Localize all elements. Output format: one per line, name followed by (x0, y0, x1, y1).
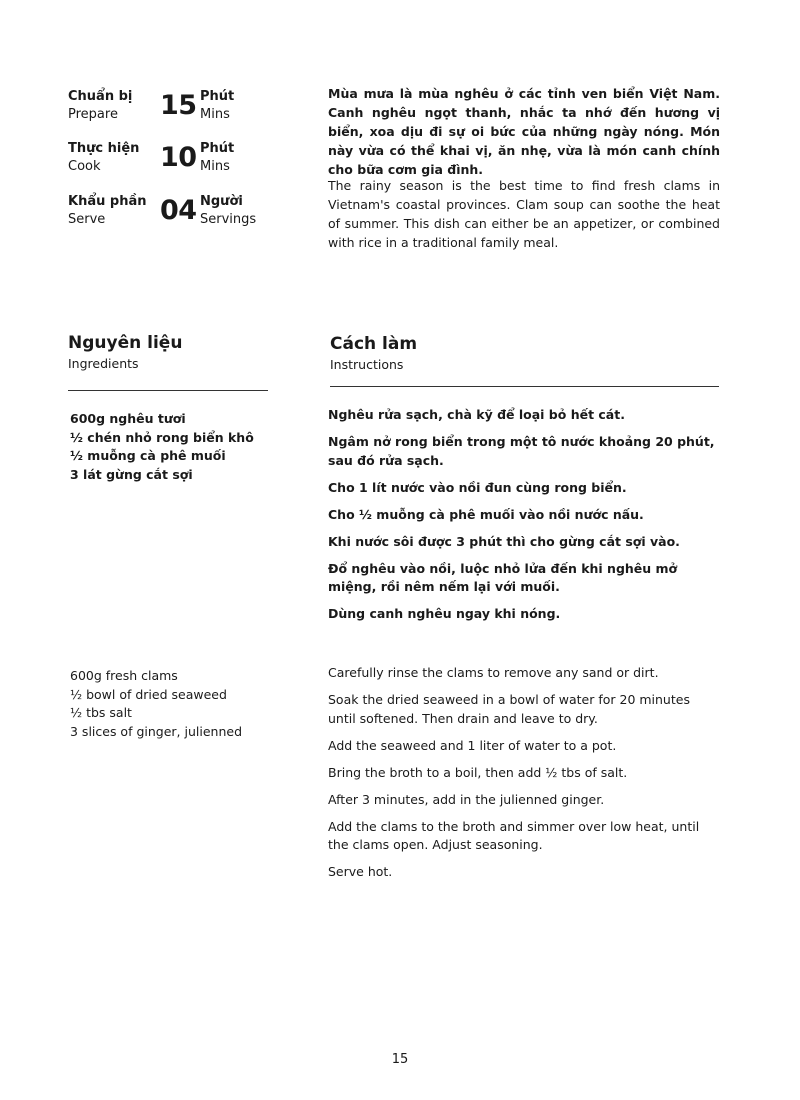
step-item: Nghêu rửa sạch, chà kỹ để loại bỏ hết cát. (328, 407, 625, 422)
stat-unit (200, 140, 234, 176)
step-item: Carefully rinse the clams to remove any sand or dirt. (328, 665, 659, 680)
list-item: 3 slices of ginger, julienned (70, 723, 242, 739)
stat-value: 04 (160, 195, 197, 226)
ingredients-title-en: Ingredients (68, 356, 139, 371)
list-item: ½ chén nhỏ rong biển khô (70, 429, 254, 445)
stat-label-en: Prepare (68, 107, 118, 122)
stat-label-en: Cook (68, 159, 101, 174)
stat-label-vi: Khẩu phần (68, 194, 147, 209)
ingredients-list-en (70, 667, 300, 741)
list-item: 600g nghêu tươi (70, 411, 186, 426)
stat-label-vi: Thực hiện (68, 141, 140, 156)
list-item: ½ muỗng cà phê muối (70, 448, 226, 463)
step-item: Dùng canh nghêu ngay khi nóng. (328, 606, 561, 621)
list-item: ½ tbs salt (70, 705, 132, 720)
step-item: Ngâm nở rong biển trong một tô nước khoảng 20 phút, sau đó rửa sạch. (328, 434, 715, 468)
step-item: Serve hot. (328, 864, 393, 879)
stat-unit-vi: Phút (200, 141, 235, 156)
ingredients-divider (68, 390, 268, 391)
stat-unit (200, 88, 234, 124)
page-number: 15 (391, 1052, 409, 1067)
stat-value: 15 (160, 90, 197, 121)
list-item: ½ bowl of dried seaweed (70, 686, 227, 702)
instructions-steps-en (328, 664, 720, 890)
stat-label (68, 193, 146, 229)
step-item: Cho ½ muỗng cà phê muối vào nồi nước nấu. (328, 506, 644, 522)
stat-unit-vi: Người (200, 194, 243, 209)
stat-unit-en: Mins (200, 159, 230, 174)
instructions-heading (330, 333, 417, 374)
stat-label-en: Serve (68, 212, 106, 227)
stat-unit-en: Mins (200, 107, 230, 122)
stat-serve (68, 193, 278, 233)
intro-vi: Mùa mưa là mùa nghêu ở các tỉnh ven biển Việt Nam. Canh nghêu ngọt thanh, nhắc ta nhớ đến hương vị biển, xoa dịu đi sự oi bức của những ngày nóng. Món này vừa có thể khai vị, ăn nhẹ, vừa là món canh chính cho bữa cơm gia đình. (328, 86, 720, 177)
step-item: After 3 minutes, add in the julienned ginger. (328, 791, 605, 807)
step-item: Add the seaweed and 1 liter of water to a pot. (328, 737, 617, 753)
step-item: Add the clams to the broth and simmer over low heat, until the clams open. Adjust seasoning. (328, 818, 700, 852)
step-item: Đổ nghêu vào nồi, luộc nhỏ lửa đến khi nghêu mở miệng, rồi nêm nếm lại với muối. (328, 560, 678, 594)
stat-value: 10 (160, 142, 197, 173)
step-item: Cho 1 lít nước vào nồi đun cùng rong biển. (328, 479, 627, 495)
instructions-title-vi: Cách làm (330, 334, 418, 354)
stat-unit (200, 193, 256, 229)
step-item: Soak the dried seaweed in a bowl of water for 20 minutes until softened. Then drain and leave to dry. (328, 692, 690, 726)
intro-en: The rainy season is the best time to find fresh clams in Vietnam's coastal provinces. Clam soup can soothe the heat of summer. This dish can either be an appetizer, or combined with rice in a traditional family meal. (328, 178, 720, 250)
step-item: Bring the broth to a boil, then add ½ tbs of salt. (328, 764, 628, 780)
step-item: Khi nước sôi được 3 phút thì cho gừng cắt sợi vào. (328, 533, 680, 549)
stat-cook (68, 140, 278, 180)
ingredients-heading (68, 332, 182, 373)
stat-label (68, 140, 139, 176)
stat-unit-vi: Phút (200, 89, 235, 104)
list-item: 3 lát gừng cắt sợi (70, 466, 193, 482)
stat-label (68, 88, 132, 124)
stat-unit-en: Servings (200, 212, 257, 227)
ingredients-list-vi (70, 410, 300, 484)
list-item: 600g fresh clams (70, 668, 178, 683)
instructions-title-en: Instructions (330, 357, 404, 372)
instructions-divider (330, 386, 719, 387)
stat-label-vi: Chuẩn bị (68, 89, 133, 104)
instructions-steps-vi (328, 406, 720, 632)
ingredients-title-vi: Nguyên liệu (68, 333, 183, 353)
stat-prepare (68, 88, 278, 128)
